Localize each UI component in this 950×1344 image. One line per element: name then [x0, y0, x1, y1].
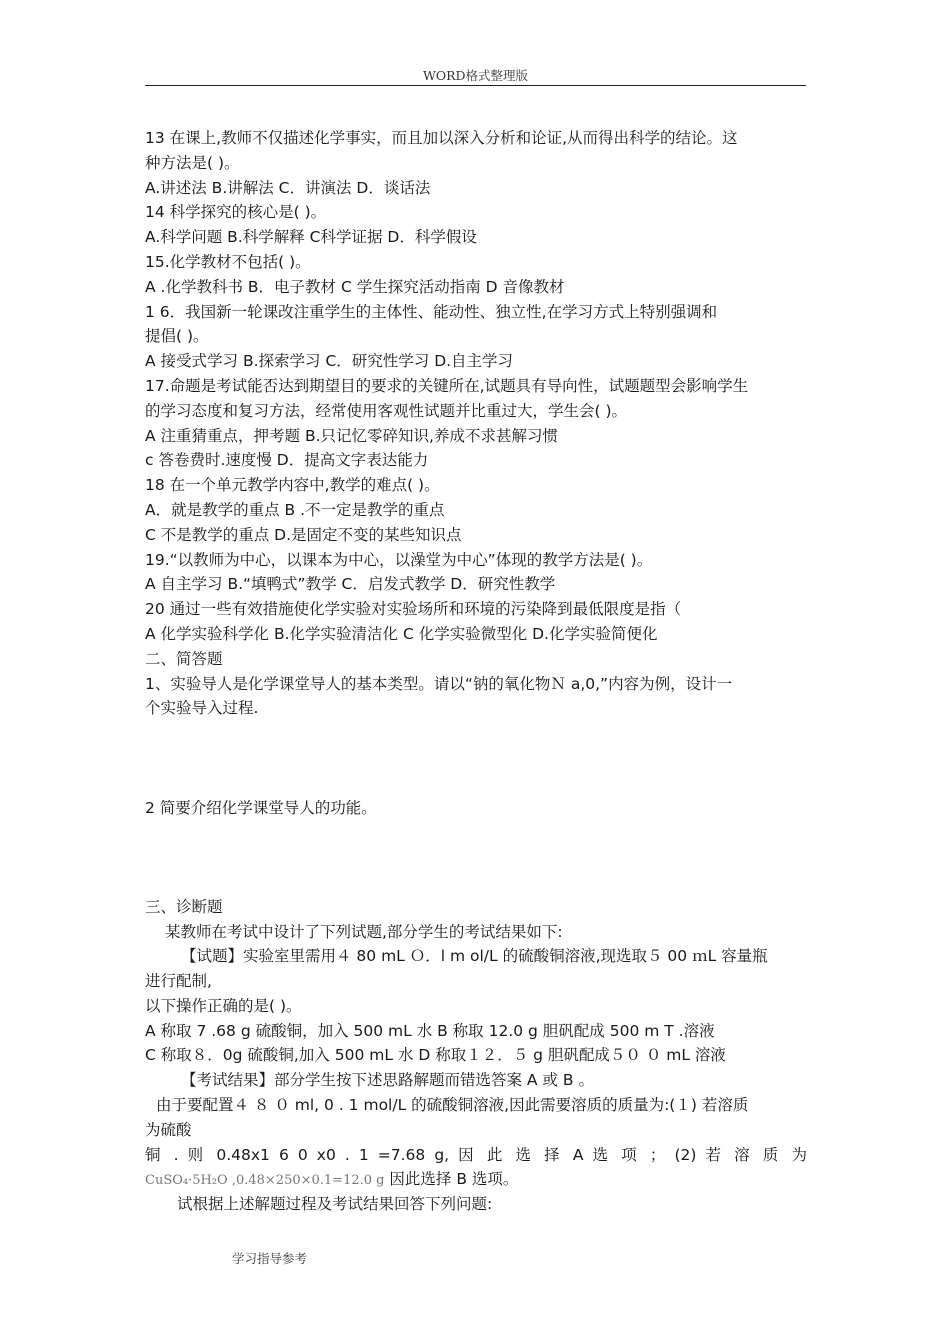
q13-options: A.讲述法 B.讲解法 C．讲演法 D．谈话法: [145, 178, 431, 197]
q17-line-2: 的学习态度和复习方法，经常使用客观性试题并比重过大，学生会( )。: [145, 401, 628, 420]
q17-line-1: 17.命题是考试能否达到期望目的要求的关键所在,试题具有导向性，试题题型会影响学生: [145, 376, 749, 395]
test-options-cd: C 称取８．0g 硫酸铜,加入 500 mL 水 D 称取１２．５ g 胆矾配成５０ ０ mL 溶液: [145, 1046, 726, 1065]
reasoning-line-1: 由于要配置４ ８ ０ ml, 0 . 1 mol/L 的硫酸铜溶液,因此需要溶质的质量为:(１) 若溶质: [156, 1096, 749, 1115]
sa2-stem: 2 简要介绍化学课堂导人的功能。: [145, 798, 377, 817]
sa1-line-2: 个实验导入过程.: [145, 699, 259, 718]
reasoning-line-4: [145, 1167, 807, 1192]
answer-space: [145, 746, 807, 771]
test-item-line-1: 【试题】实验室里需用４ 80 mL Ｏ．l m ol/L 的硫酸铜溶液,现选取５ 00 ｍL 容量瓶: [181, 947, 768, 966]
diagnosis-intro: 某教师在考试中设计了下列试题,部分学生的考试结果如下:: [165, 922, 563, 941]
q15-stem: 15.化学教材不包括( )。: [145, 252, 311, 271]
reasoning-line-4-text: 因此选择 B 选项。: [389, 1170, 519, 1189]
q16-line-2: 提倡( )。: [145, 327, 209, 346]
document-body: [145, 126, 807, 1217]
q19-options: A 自主学习 B.“填鸭式”教学 C．启发式教学 D．研究性教学: [145, 575, 556, 594]
answer-space: [145, 771, 807, 796]
q18-options-cd: C 不是教学的重点 D.是固定不变的某些知识点: [145, 525, 462, 544]
q14-options: A.科学问题 B.科学解释 C科学证据 D．科学假设: [145, 228, 477, 247]
section-3-heading: 三、诊断题: [145, 897, 223, 916]
page-footer: 学习指导参考: [232, 1251, 308, 1266]
answer-space: [145, 870, 807, 895]
answer-space: [145, 845, 807, 870]
reasoning-line-3: 铜 . 则 0.48x1 6 0 x0 . 1 =7.68 g, 因 此 选 择 A 选 项 ； (2) 若 溶 质 为: [145, 1145, 807, 1164]
answer-space: [145, 820, 807, 845]
test-item-line-3: 以下操作正确的是( )。: [145, 996, 302, 1015]
q14-stem: 14 科学探究的核心是( )。: [145, 203, 327, 222]
q20-options: A 化学实验科学化 B.化学实验清洁化 C 化学实验微型化 D.化学实验简便化: [145, 624, 658, 643]
q13-line-1: 13 在课上,教师不仅描述化学事实，而且加以深入分析和论证,从而得出科学的结论。这: [145, 129, 738, 147]
q17-options-cd: c 答卷费时.速度慢 D．提高文字表达能力: [145, 451, 429, 470]
q16-line-1: 1 6．我国新一轮课改注重学生的主体性、能动性、独立性,在学习方式上特别强调和: [145, 302, 718, 321]
q15-options: A .化学教科书 B．电子教材 C 学生探究活动指南 D 音像教材: [145, 277, 565, 296]
question-prompt: 试根据上述解题过程及考试结果回答下列问题:: [177, 1195, 493, 1214]
formula-image: CuSO₄·5H₂O ,0.48×250×0.1=12.0 g: [145, 1173, 385, 1189]
header-rule: [145, 85, 806, 86]
answer-space: [145, 721, 807, 746]
q16-options: A 接受式学习 B.探索学习 C．研究性学习 D.自主学习: [145, 352, 514, 371]
test-result: 【考试结果】部分学生按下述思路解题而错选答案 A 或 B 。: [181, 1071, 594, 1090]
test-item-line-2: 进行配制,: [145, 972, 212, 991]
section-2-heading: 二、简答题: [145, 649, 223, 668]
q20-stem: 20 通过一些有效措施使化学实验对实验场所和环境的污染降到最低限度是指（: [145, 600, 682, 619]
reasoning-line-2: 为硫酸: [145, 1120, 192, 1139]
sa1-line-1: 1、实验导人是化学课堂导人的基本类型。请以“钠的氧化物Ｎ a,0,”内容为例，设计一: [145, 674, 733, 693]
q19-stem: 19.“以教师为中心，以课本为中心，以澡堂为中心”体现的教学方法是( )。: [145, 550, 653, 569]
q18-stem: 18 在一个单元教学内容中,教学的难点( )。: [145, 476, 440, 495]
q17-options-ab: A 注重猜重点，押考题 B.只记忆零碎知识,养成不求甚解习惯: [145, 426, 558, 445]
page-header: WORD格式整理版: [422, 68, 529, 83]
q18-options-ab: A．就是教学的重点 B .不一定是教学的重点: [145, 500, 445, 519]
test-options-ab: A 称取 7 .68 g 硫酸铜，加入 500 mL 水 B 称取 12.0 g 胆矾配成 500 m T .溶液: [145, 1021, 715, 1040]
q13-line-2: 种方法是( )。: [145, 153, 240, 172]
